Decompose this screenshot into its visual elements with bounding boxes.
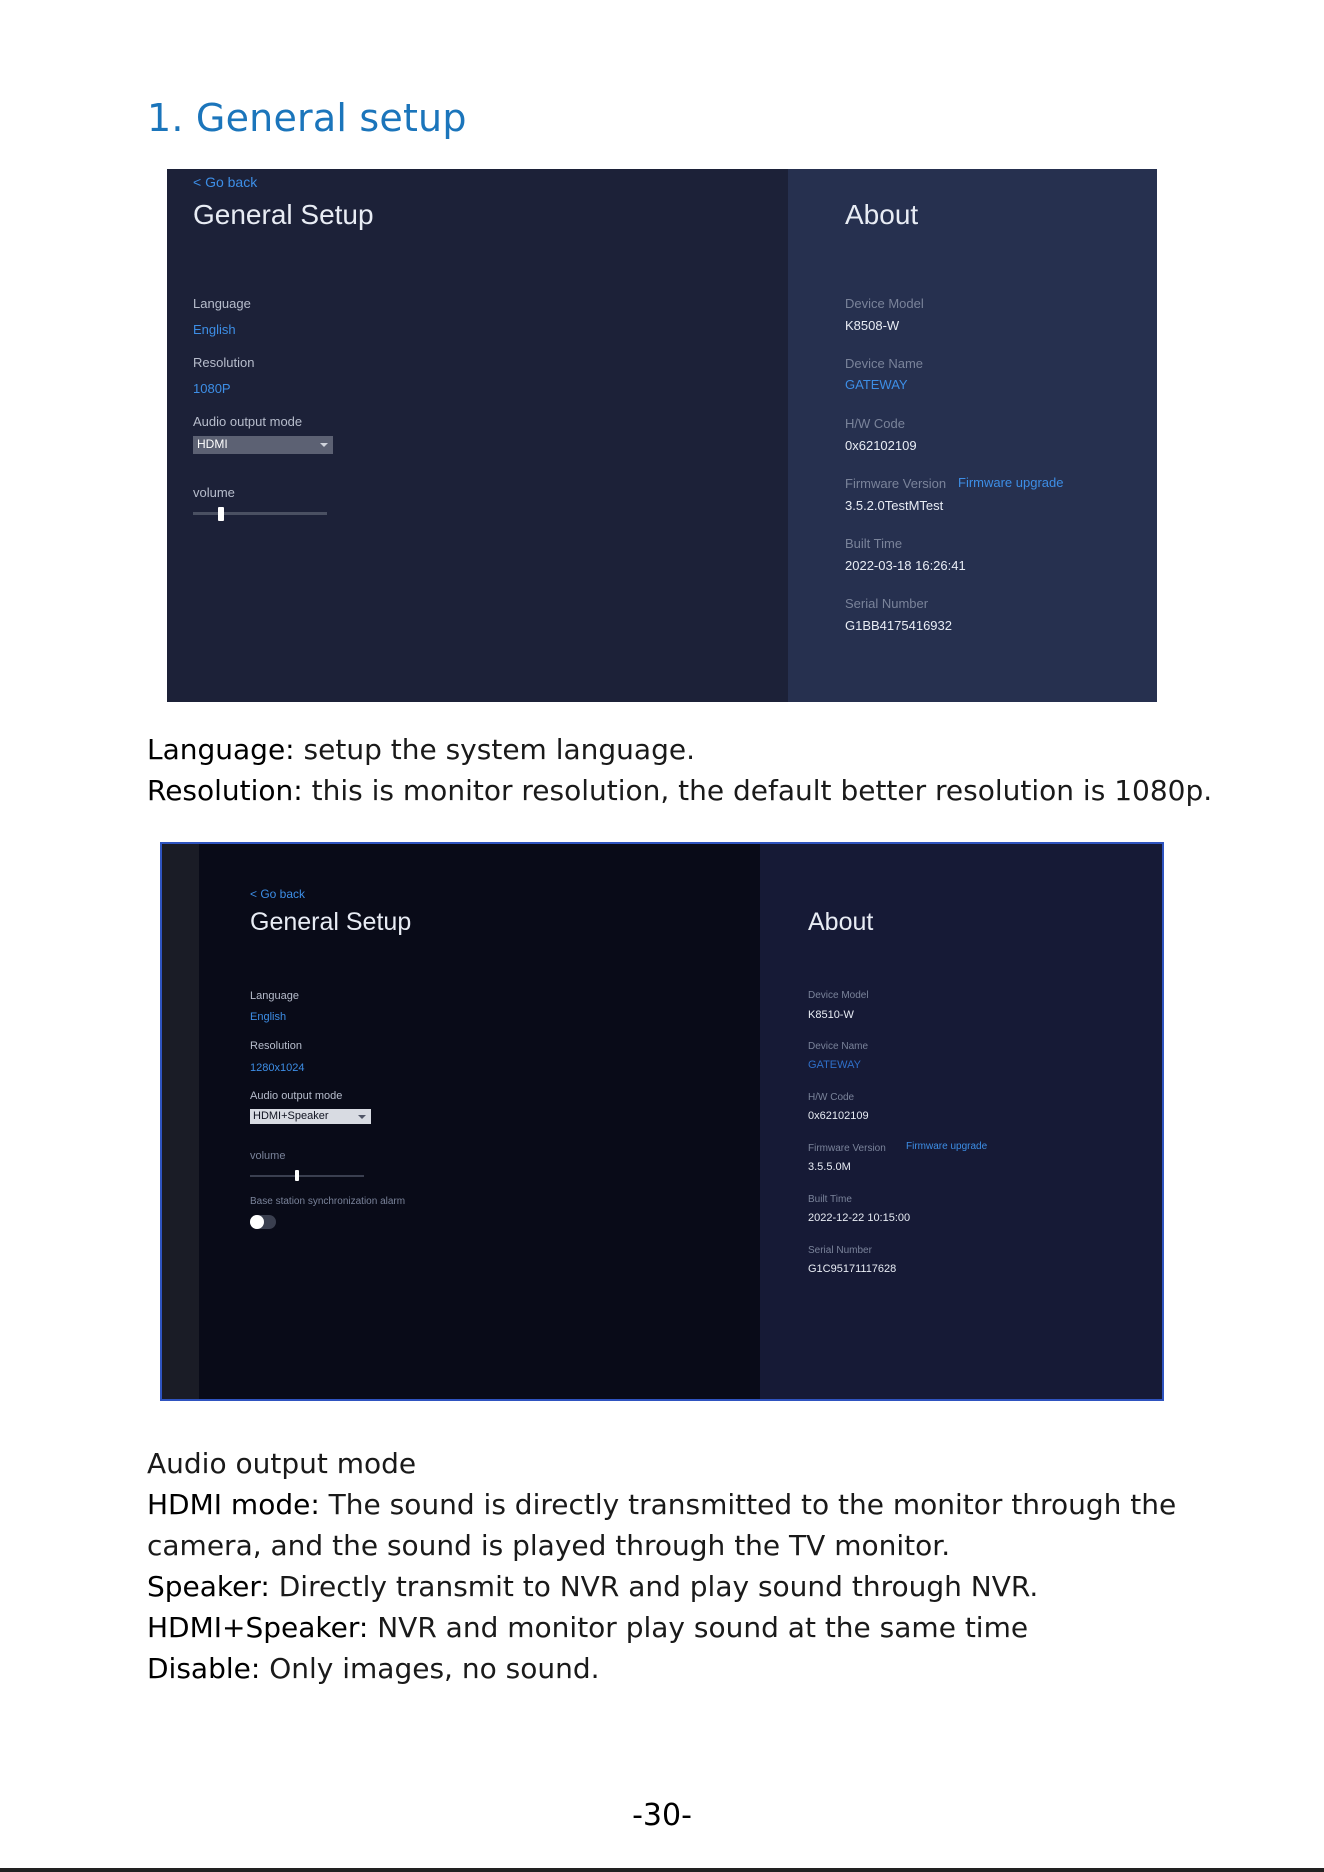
audio-output-label: Audio output mode — [193, 414, 303, 429]
general-setup-screenshot-2 — [160, 842, 1164, 1401]
volume-slider-thumb[interactable] — [295, 1170, 299, 1181]
section-title: 1. General setup — [147, 96, 467, 140]
resolution-label: Resolution — [193, 355, 255, 370]
audio-output-selected: HDMI+Speaker — [253, 1110, 329, 1122]
disable-description — [147, 1648, 600, 1689]
resolution-term: Resolution: — [147, 774, 303, 807]
volume-label: volume — [250, 1150, 286, 1162]
chevron-down-icon — [320, 443, 328, 447]
resolution-description — [147, 770, 1212, 811]
go-back-link[interactable]: < Go back — [193, 174, 258, 190]
hdmi-mode-description-cont: camera, and the sound is played through the TV monitor. — [147, 1529, 951, 1562]
disable-text: Only images, no sound. — [260, 1652, 600, 1685]
speaker-text: Directly transmit to NVR and play sound through NVR. — [269, 1570, 1039, 1603]
resolution-value[interactable]: 1080P — [193, 381, 231, 396]
language-value[interactable]: English — [193, 322, 236, 337]
firmware-version-label: Firmware Version — [845, 476, 947, 491]
language-value[interactable]: English — [250, 1011, 287, 1023]
device-name-value[interactable]: GATEWAY — [808, 1059, 861, 1071]
built-time-value: 2022-03-18 16:26:41 — [845, 558, 966, 573]
hw-code-value: 0x62102109 — [808, 1110, 869, 1122]
firmware-upgrade-link[interactable]: Firmware upgrade — [906, 1141, 988, 1152]
audio-output-select[interactable] — [193, 436, 333, 454]
device-name-value[interactable]: GATEWAY — [845, 377, 908, 392]
disable-term: Disable: — [147, 1652, 261, 1685]
volume-slider-thumb[interactable] — [218, 507, 224, 521]
hdmi-speaker-term: HDMI+Speaker: — [147, 1611, 369, 1644]
hw-code-label: H/W Code — [808, 1092, 855, 1103]
language-label: Language — [250, 990, 299, 1002]
about-title: About — [808, 908, 874, 936]
speaker-term: Speaker: — [147, 1570, 270, 1603]
device-name-label: Device Name — [845, 356, 924, 371]
serial-number-value: G1BB4175416932 — [845, 618, 952, 633]
language-term: Language: — [147, 733, 295, 766]
hdmi-mode-term: HDMI mode: — [147, 1488, 320, 1521]
speaker-description — [147, 1566, 1038, 1607]
hdmi-speaker-text: NVR and monitor play sound at the same time — [368, 1611, 1029, 1644]
about-title: About — [845, 199, 919, 230]
base-station-alarm-toggle[interactable] — [250, 1215, 276, 1229]
page-number: -30- — [632, 1798, 692, 1833]
chevron-down-icon — [358, 1115, 366, 1119]
toggle-knob — [250, 1215, 264, 1229]
audio-output-selected: HDMI — [197, 437, 228, 451]
device-name-label: Device Name — [808, 1041, 869, 1052]
firmware-version-value: 3.5.2.0TestMTest — [845, 498, 944, 513]
language-text: setup the system language. — [294, 733, 695, 766]
firmware-upgrade-link[interactable]: Firmware upgrade — [958, 475, 1064, 490]
bottom-rule — [0, 1868, 1324, 1872]
firmware-version-value: 3.5.5.0M — [808, 1161, 851, 1173]
device-model-label: Device Model — [845, 296, 924, 311]
serial-number-label: Serial Number — [845, 596, 929, 611]
audio-output-select[interactable] — [250, 1109, 371, 1124]
device-model-label: Device Model — [808, 990, 869, 1001]
settings-title: General Setup — [250, 908, 412, 936]
built-time-label: Built Time — [808, 1194, 852, 1205]
general-setup-screenshot-1 — [167, 169, 1157, 702]
volume-slider[interactable] — [250, 1175, 364, 1177]
built-time-value: 2022-12-22 10:15:00 — [808, 1212, 911, 1224]
language-description — [147, 729, 695, 770]
language-label: Language — [193, 296, 251, 311]
serial-number-label: Serial Number — [808, 1245, 872, 1256]
firmware-version-label: Firmware Version — [808, 1143, 886, 1154]
resolution-label: Resolution — [250, 1040, 302, 1052]
hdmi-mode-description — [147, 1484, 1176, 1525]
hw-code-label: H/W Code — [845, 416, 905, 431]
audio-output-label: Audio output mode — [250, 1090, 343, 1102]
go-back-link[interactable]: < Go back — [250, 887, 306, 901]
hdmi-mode-text: The sound is directly transmitted to the monitor through the — [319, 1488, 1177, 1521]
built-time-label: Built Time — [845, 536, 903, 551]
hw-code-value: 0x62102109 — [845, 438, 917, 453]
volume-slider[interactable] — [193, 512, 327, 515]
side-strip — [162, 844, 199, 1399]
audio-output-heading: Audio output mode — [147, 1447, 417, 1480]
base-station-alarm-label: Base station synchronization alarm — [250, 1196, 406, 1207]
serial-number-value: G1C95171117628 — [808, 1263, 897, 1275]
device-model-value: K8510-W — [808, 1009, 854, 1021]
resolution-text: this is monitor resolution, the default better resolution is 1080p. — [302, 774, 1213, 807]
settings-title: General Setup — [193, 199, 374, 230]
device-model-value: K8508-W — [845, 318, 900, 333]
resolution-value[interactable]: 1280x1024 — [250, 1062, 305, 1074]
hdmi-speaker-description — [147, 1607, 1028, 1648]
about-panel — [788, 169, 1157, 702]
volume-label: volume — [193, 485, 235, 500]
